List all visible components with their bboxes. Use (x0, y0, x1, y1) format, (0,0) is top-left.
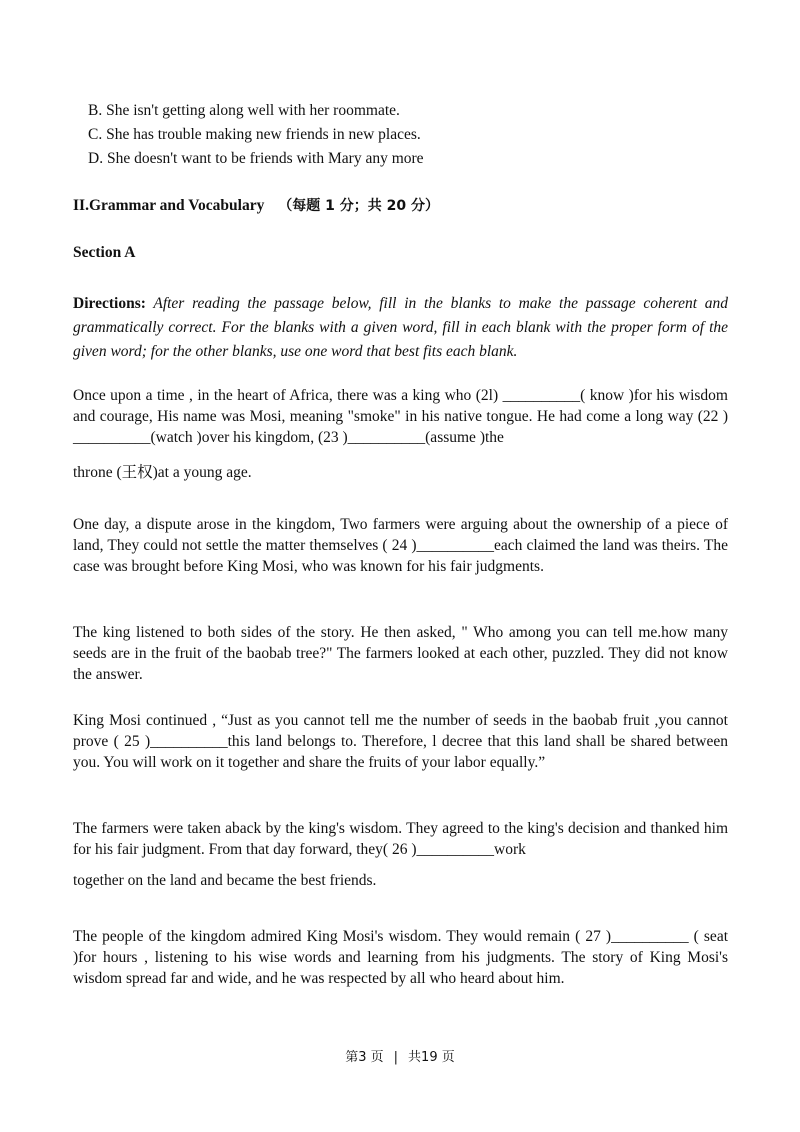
option-c: C. She has trouble making new friends in new places. (88, 126, 421, 143)
part-heading-note: （每题 1 分；共 20 分） (278, 198, 439, 214)
passage-paragraph-4: King Mosi continued , “Just as you cannot tell me the number of seeds in the baobab fruit ,you cannot prove ( 25 )__________this land belongs to. Therefore, l decree that this land shall be shared between you. You will work on it together and share the fruits of your labor equally.” (73, 712, 728, 771)
page-number: 第3 页 (345, 1050, 384, 1065)
passage-paragraph-5: The farmers were taken aback by the king's wisdom. They agreed to the king's decision and thanked him for his fair judgment. From that day forward, they( 26 )__________work (73, 820, 728, 858)
passage-paragraph-6: The people of the kingdom admired King Mosi's wisdom. They would remain ( 27 )__________ ( seat )for hours , listening to his wise words and learning from his judgments. The story of King Mosi's wisdom spread far and wide, and he was respected by all who heard about him. (73, 928, 728, 987)
passage-paragraph-1-end: throne (王权)at a young age. (73, 464, 252, 481)
option-b: B. She isn't getting along well with her roommate. (88, 102, 400, 119)
page-total: 共19 页 (408, 1050, 455, 1065)
passage-paragraph-1: Once upon a time , in the heart of Africa, there was a king who (2l) __________( know )for his wisdom and courage, His name was Mosi, meaning "smoke" in his native tongue. He had come a long way (22 ) __________(watch )over his kingdom, (23 )__________(assume )the (73, 387, 728, 446)
directions-label: Directions: (73, 295, 146, 312)
section-title: Section A (73, 244, 136, 261)
part-heading-title: II.Grammar and Vocabulary (73, 197, 265, 214)
option-d: D. She doesn't want to be friends with Mary any more (88, 150, 424, 167)
passage-paragraph-5-end: together on the land and became the best friends. (73, 872, 377, 889)
passage-paragraph-2: One day, a dispute arose in the kingdom, Two farmers were arguing about the ownership of a piece of land, They could not settle the matter themselves ( 24 )__________each claimed the land was theirs. The case was brought before King Mosi, who was known for his fair judgments. (73, 516, 728, 575)
directions-text: After reading the passage below, fill in the blanks to make the passage coherent and grammatically correct. For the blanks with a given word, fill in each blank with the proper form of the given word; for the other blanks, use one word that best fits each blank. (73, 295, 728, 360)
page-footer (0, 1046, 800, 1065)
part-heading (73, 195, 439, 215)
passage-paragraph-3: The king listened to both sides of the story. He then asked, " Who among you can tell me.how many seeds are in the fruit of the baobab tree?" The farmers looked at each other, puzzled. They did not know the answer. (73, 624, 728, 683)
footer-separator: | (393, 1050, 399, 1065)
directions (73, 292, 728, 364)
